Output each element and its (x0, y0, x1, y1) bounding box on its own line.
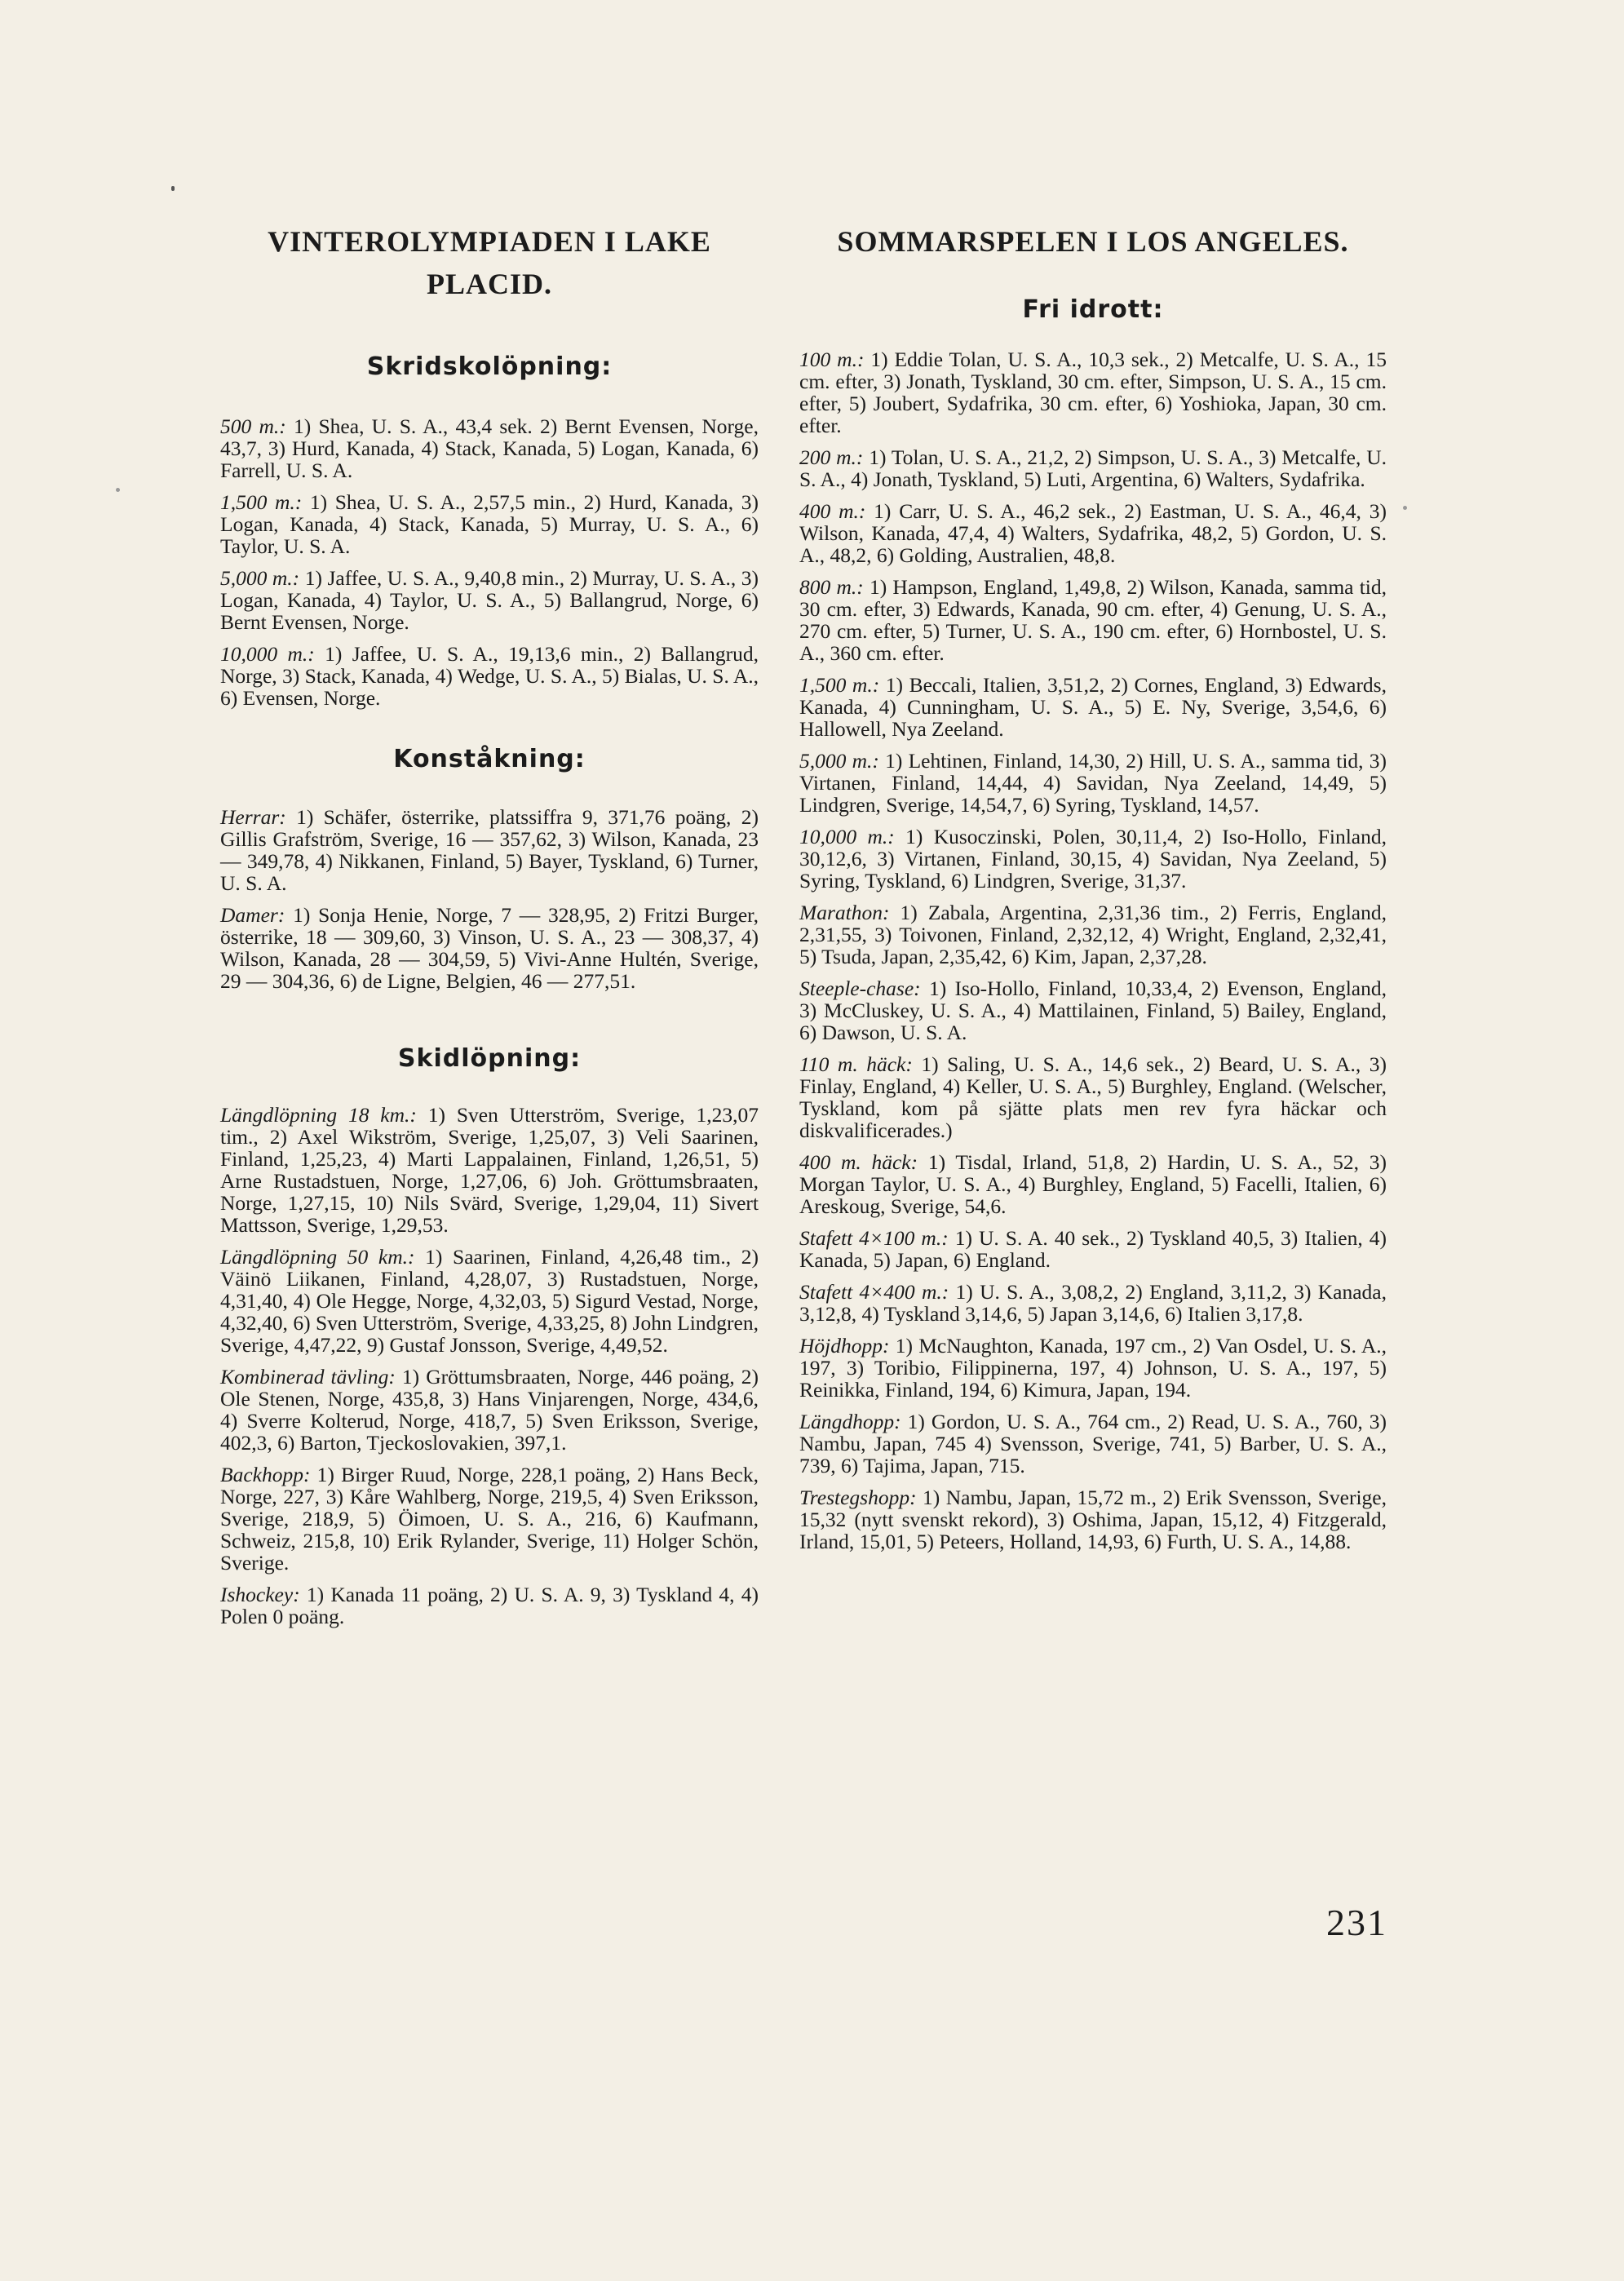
result-entry (799, 977, 1387, 1043)
speed-skating-heading: Skridskolöpning: (366, 352, 613, 382)
result-entry (799, 348, 1387, 436)
athletics-results (799, 348, 1387, 1552)
event-results: 1) Beccali, Italien, 3,51,2, 2) Cornes, England, 3) Edwards, Kanada, 4) Cunningham, U. S. A., 5) E. Ny, Sverige, 3,54,6, 6) Hallowell, Nya Zeeland. (799, 673, 1387, 742)
event-results: 1) Jaffee, U. S. A., 19,13,6 min., 2) Ballangrud, Norge, 3) Stack, Kanada, 4) Wedge, U. S. A., 5) Bialas, U. S. A., 6) Evensen, Norge. (220, 642, 759, 711)
figure-skating-heading: Konståkning: (393, 745, 586, 774)
event-name: 10,000 m.: (799, 825, 895, 849)
event-results: 1) Iso-Hollo, Finland, 10,33,4, 2) Evenson, England, 3) McCluskey, U. S. A., 4) Mattilainen, Finland, 5) Bailey, England, 6) Dawson, U. S. A. (799, 977, 1387, 1045)
result-entry (799, 674, 1387, 740)
result-entry (220, 904, 759, 992)
margin-speck (116, 488, 120, 492)
result-entry (799, 1151, 1387, 1217)
event-name: 200 m.: (799, 445, 864, 470)
speed-skating-results (220, 415, 759, 709)
event-results: 1) Tolan, U. S. A., 21,2, 2) Simpson, U. S. A., 3) Metcalfe, U. S. A., 4) Jonath, Tyskland, 5) Luti, Argentina, 6) Walters, Sydafrika. (799, 445, 1387, 492)
result-entry (220, 567, 759, 633)
skiing-results (220, 1104, 759, 1628)
result-entry (799, 1281, 1387, 1325)
result-entry (799, 750, 1387, 816)
event-results: 1) U. S. A., 3,08,2, 2) England, 3,11,2, 3) Kanada, 3,12,8, 4) Tyskland 3,14,6, 5) Japan 3,14,6, 6) Italien 3,17,8. (799, 1280, 1387, 1327)
event-results: 1) Carr, U. S. A., 46,2 sek., 2) Eastman, U. S. A., 46,4, 3) Wilson, Kanada, 47,4, 4) Walters, Sydafrika, 48,2, 5) Gordon, U. S. A., 48,2, 6) Golding, Australien, 48,8. (799, 499, 1387, 568)
page-number: 231 (1326, 1902, 1387, 1943)
event-name: 500 m.: (220, 414, 286, 439)
result-entry (799, 901, 1387, 968)
event-name: Stafett 4×100 m.: (799, 1226, 949, 1251)
event-results: 1) U. S. A. 40 sek., 2) Tyskland 40,5, 3) Italien, 4) Kanada, 5) Japan, 6) England. (799, 1226, 1387, 1273)
event-name: 400 m. häck: (799, 1150, 918, 1175)
event-results: 1) Nambu, Japan, 15,72 m., 2) Erik Svensson, Sverige, 15,32 (nytt svenskt rekord), 3) Oshima, Japan, 15,12, 4) Fitzgerald, Irland, 15,01, 5) Peteers, Holland, 14,93, 6) Furth, U. S. A., 14,88. (799, 1486, 1387, 1554)
event-results: 1) Saarinen, Finland, 4,26,48 tim., 2) Väinö Liikanen, Finland, 4,28,07, 3) Rustadstuen, Norge, 4,31,40, 4) Ole Hegge, Norge, 4,32,03, 5) Sigurd Vestad, Norge, 4,32,40, 6) Sven Utterström, Sverige, 4,33,25, 8) John Lindgren, Sverige, 4,47,22, 9) Gustaf Jonsson, Sverige, 4,49,52. (220, 1245, 759, 1358)
event-results: 1) Kanada 11 poäng, 2) U. S. A. 9, 3) Tyskland 4, 4) Polen 0 poäng. (220, 1583, 759, 1629)
event-results: 1) Sonja Henie, Norge, 7 — 328,95, 2) Fritzi Burger, österrike, 18 — 309,60, 3) Vinson, U. S. A., 23 — 308,37, 4) Wilson, Kanada, 28 — 304,59, 5) Vivi-Anne Hultén, Sverige, 29 — 304,36, 6) de Ligne, Belgien, 46 — 277,51. (220, 903, 759, 994)
event-results: 1) Shea, U. S. A., 43,4 sek. 2) Bernt Evensen, Norge, 43,7, 3) Hurd, Kanada, 4) Stack, Kanada, 5) Logan, Kanada, 6) Farrell, U. S. A. (220, 414, 759, 483)
event-results: 1) Hampson, England, 1,49,8, 2) Wilson, Kanada, samma tid, 30 cm. efter, 3) Edwards, Kanada, 90 cm. efter, 4) Genung, U. S. A., 270 cm. efter, 5) Turner, U. S. A., 190 cm. efter, 6) Hornbostel, U. S. A., 360 cm. efter. (799, 575, 1387, 666)
event-name: Stafett 4×400 m.: (799, 1280, 949, 1304)
event-results: 1) Gordon, U. S. A., 764 cm., 2) Read, U. S. A., 760, 3) Nambu, Japan, 745 4) Svensson, Sverige, 741, 5) Barber, U. S. A., 739, 6) Tajima, Japan, 715. (799, 1410, 1387, 1478)
summer-olympics-title: SOMMARSPELEN I LOS ANGELES. (837, 225, 1349, 258)
event-results: 1) Saling, U. S. A., 14,6 sek., 2) Beard, U. S. A., 3) Finlay, England, 4) Keller, U. S. A., 5) Burghley, England. (Welscher, Tyskland, kom på sjätte plats men rev fyra häckar och diskvalificerades.) (799, 1052, 1387, 1143)
event-name: 400 m.: (799, 499, 866, 524)
event-name: Kombinerad tävling: (220, 1365, 396, 1389)
event-name: Ishockey: (220, 1583, 300, 1607)
event-name: Backhopp: (220, 1463, 311, 1487)
event-name: Herrar: (220, 805, 286, 830)
result-entry (220, 1246, 759, 1356)
event-results: 1) Eddie Tolan, U. S. A., 10,3 sek., 2) Metcalfe, U. S. A., 15 cm. efter, 3) Jonath, Tyskland, 30 cm. efter, Simpson, U. S. A., 15 cm. efter, 5) Joubert, Sydafrika, 30 cm. efter, 6) Yoshioka, Japan, 30 cm. efter. (799, 348, 1387, 438)
result-entry (220, 806, 759, 894)
event-results: 1) Lehtinen, Finland, 14,30, 2) Hill, U. S. A., samma tid, 3) Virtanen, Finland, 14,44, 4) Savidan, Nya Zeeland, 14,49, 5) Lindgren, Sverige, 14,54,7, 6) Syring, Tyskland, 14,57. (799, 749, 1387, 817)
event-results: 1) Tisdal, Irland, 51,8, 2) Hardin, U. S. A., 52, 3) Morgan Taylor, U. S. A., 4) Burghley, England, 5) Facelli, Italien, 6) Areskoug, Sverige, 54,6. (799, 1150, 1387, 1219)
result-entry (799, 446, 1387, 490)
event-name: 5,000 m.: (799, 749, 879, 773)
right-column (799, 220, 1387, 1562)
event-name: Höjdhopp: (799, 1334, 890, 1358)
event-name: Längdlöpning 18 km.: (220, 1103, 417, 1127)
left-column (220, 220, 759, 1637)
margin-speck (1403, 506, 1407, 510)
result-entry (799, 1335, 1387, 1401)
event-name: 800 m.: (799, 575, 864, 600)
event-name: Längdlöpning 50 km.: (220, 1245, 415, 1269)
winter-olympics-title: VINTEROLYMPIADEN I LAKE PLACID. (268, 225, 711, 301)
result-entry (799, 1053, 1387, 1141)
result-entry (220, 1464, 759, 1574)
result-entry (220, 415, 759, 481)
event-results: 1) Jaffee, U. S. A., 9,40,8 min., 2) Murray, U. S. A., 3) Logan, Kanada, 4) Taylor, U. S. A., 5) Ballangrud, Norge, 6) Bernt Evensen, Norge. (220, 566, 759, 635)
result-entry (220, 1104, 759, 1236)
event-name: 1,500 m.: (220, 490, 303, 515)
result-entry (799, 1486, 1387, 1552)
athletics-heading: Fri idrott: (1022, 295, 1164, 325)
event-name: 10,000 m.: (220, 642, 315, 667)
result-entry (799, 500, 1387, 566)
event-results: 1) Sven Utterström, Sverige, 1,23,07 tim., 2) Axel Wikström, Sverige, 1,25,07, 3) Veli Saarinen, Finland, 1,25,23, 4) Marti Lappalainen, Finland, 1,26,51, 5) Arne Rustadstuen, Norge, 1,27,06, 6) Joh. Gröttumsbraaten, Norge, 1,27,15, 10) Nils Svärd, Sverige, 1,29,04, 11) Sivert Mattsson, Sverige, 1,29,53. (220, 1103, 759, 1238)
event-name: 5,000 m.: (220, 566, 300, 591)
result-entry (799, 1227, 1387, 1271)
result-entry (799, 1411, 1387, 1477)
event-name: 100 m.: (799, 348, 865, 372)
result-entry (220, 491, 759, 557)
event-results: 1) Zabala, Argentina, 2,31,36 tim., 2) Ferris, England, 2,31,55, 3) Toivonen, Finland, 2,32,12, 4) Wright, England, 2,32,41, 5) Tsuda, Japan, 2,35,42, 6) Kim, Japan, 2,37,28. (799, 901, 1387, 969)
event-results: 1) Kusoczinski, Polen, 30,11,4, 2) Iso-Hollo, Finland, 30,12,6, 3) Virtanen, Finland, 30,15, 4) Savidan, Nya Zeeland, 5) Syring, Tyskland, 6) Lindgren, Sverige, 31,37. (799, 825, 1387, 893)
event-name: Damer: (220, 903, 285, 928)
event-name: Marathon: (799, 901, 890, 925)
result-entry (220, 643, 759, 709)
result-entry (799, 576, 1387, 664)
skiing-heading: Skidlöpning: (397, 1044, 582, 1074)
result-entry (220, 1583, 759, 1628)
event-name: Steeple-chase: (799, 977, 921, 1001)
event-name: Längdhopp: (799, 1410, 901, 1434)
event-results: 1) Birger Ruud, Norge, 228,1 poäng, 2) Hans Beck, Norge, 227, 3) Kåre Wahlberg, Norge, 219,5, 4) Sven Eriksson, Sverige, 218,9, 5) Öimoen, U. S. A., 216, 6) Kaufmann, Schweiz, 215,8, 10) Erik Rylander, Sverige, 11) Holger Schön, Sverige. (220, 1463, 759, 1575)
event-name: 1,500 m.: (799, 673, 880, 698)
event-name: 110 m. häck: (799, 1052, 913, 1077)
event-results: 1) Gröttumsbraaten, Norge, 446 poäng, 2) Ole Stenen, Norge, 435,8, 3) Hans Vinjarengen, Norge, 434,6, 4) Sverre Kolterud, Norge, 418,7, 5) Sven Eriksson, Sverige, 402,3, 6) Barton, Tjeckoslovakien, 397,1. (220, 1365, 759, 1455)
event-results: 1) McNaughton, Kanada, 197 cm., 2) Van Osdel, U. S. A., 197, 3) Toribio, Filippinerna, 197, 4) Johnson, U. S. A., 197, 5) Reinikka, Finland, 194, 6) Kimura, Japan, 194. (799, 1334, 1387, 1402)
event-results: 1) Schäfer, österrike, platssiffra 9, 371,76 poäng, 2) Gillis Grafström, Sverige, 16 — 357,62, 3) Wilson, Kanada, 23 — 349,78, 4) Nikkanen, Finland, 5) Bayer, Tyskland, 6) Turner, U. S. A. (220, 805, 759, 896)
figure-skating-results (220, 806, 759, 992)
result-entry (799, 826, 1387, 892)
event-results: 1) Shea, U. S. A., 2,57,5 min., 2) Hurd, Kanada, 3) Logan, Kanada, 4) Stack, Kanada, 5) Murray, U. S. A., 6) Taylor, U. S. A. (220, 490, 759, 559)
margin-mark (171, 186, 175, 191)
result-entry (220, 1366, 759, 1454)
event-name: Trestegshopp: (799, 1486, 917, 1510)
